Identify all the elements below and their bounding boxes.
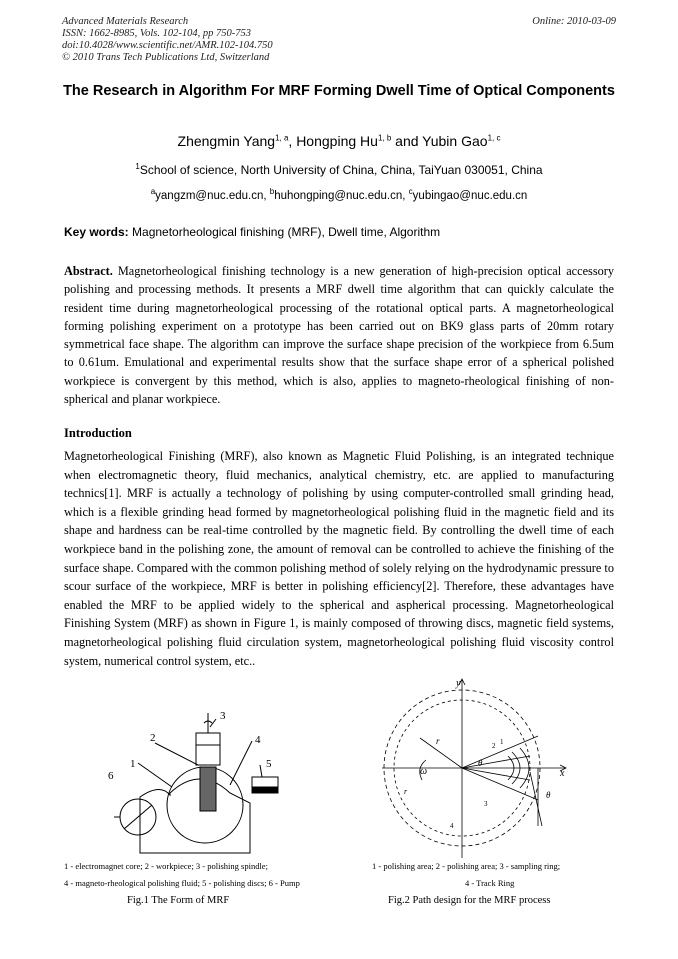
author-2-sup: 1, b (377, 133, 392, 143)
fig1-label-1: 1 (130, 758, 136, 770)
email-b-sup: b (269, 187, 275, 196)
online-date: Online: 2010-03-09 (532, 16, 616, 27)
author-1: Zhengmin Yang (177, 133, 276, 149)
keywords-label: Key words: (64, 225, 129, 239)
email-c-sup: c (408, 187, 413, 196)
introduction-heading: Introduction (64, 426, 132, 440)
fig2-label-2: 2 (492, 742, 496, 750)
affiliation (62, 162, 616, 177)
fig1-label-5: 5 (266, 758, 272, 770)
fig2-label-theta: θ (478, 758, 483, 768)
fig1-label-6: 6 (108, 770, 114, 782)
paper-title: The Research in Algorithm For MRF Forming Dwell Time of Optical Components (63, 83, 615, 99)
fig2-label-omega: ω (420, 766, 428, 777)
author-1-sup: 1, a (275, 133, 289, 143)
fig2-label-r-i: r (436, 736, 440, 746)
fig1-label-4: 4 (255, 734, 261, 746)
author-2: , Hongping Hu (288, 133, 378, 149)
author-list (62, 133, 616, 149)
abstract (64, 262, 614, 408)
fig2-legend-line-1: 1 - polishing area; 2 - polishing area; 3 - sampling ring; (372, 861, 561, 871)
fig2-label-1: 1 (500, 738, 504, 746)
fig2-label-r-i1: r (404, 787, 408, 796)
journal-header (62, 16, 273, 64)
email-a[interactable]: yangzm@nuc.edu.cn, (155, 189, 270, 202)
introduction-text: Magnetorheological Finishing (MRF), also known as Magnetic Fluid Polishing, is an integrated technique when electromagnetic theory, fluid mechanics, analytical chemistry, etc. are applied to manufacturing technics[1]. MRF is actually a technology of polishing by using computer-controlled small grinding head, which is a flexible grinding head formed by magnetorheological polishing fluid in the magnetic field and its shape and hardness can be real-time controlled by the magnetic field. By controlling the dwell time of each workpiece band in the polishing zone, the amount of removal can be controlled to achieve the finishing of the surface shape. Compared with the common polishing method of solely relying on the hydrodynamic pressure to scour surface of the workpiece, MRF is better in polishing efficiency[2]. Therefore, these advantages have enabled the MRF to be applied widely to the spherical and aspherical processing. Magnetorheological Finishing System (MRF) as shown in Figure 1, is mainly composed of throwing discs, magnetic field systems, magnetorheological polishing fluid circulation system, magnetorheological polishing fluid viscosity control system, numerical control system, etc.. (64, 449, 614, 668)
fig1-legend-line-2: 4 - magneto-rheological polishing fluid; 5 - polishing discs; 6 - Pump (64, 878, 300, 888)
keywords (64, 225, 440, 239)
author-3: and Yubin Gao (391, 133, 488, 149)
journal-issn: ISSN: 1662-8985, Vols. 102-104, pp 750-753 (62, 28, 251, 39)
fig2-axis-x: x (560, 768, 565, 779)
author-3-sup: 1, c (487, 133, 501, 143)
email-list (62, 187, 616, 202)
fig1-caption: Fig.1 The Form of MRF (127, 895, 230, 906)
affiliation-sup: 1 (135, 162, 140, 171)
fig2-label-3: 3 (484, 800, 488, 808)
journal-doi: doi:10.4028/www.scientific.net/AMR.102-104.750 (62, 40, 273, 51)
keywords-text: Magnetorheological finishing (MRF), Dwell time, Algorithm (128, 225, 441, 239)
figure-1-diagram (100, 705, 300, 855)
fig1-spindle (196, 733, 220, 765)
fig1-legend-line-1: 1 - electromagnet core; 2 - workpiece; 3 - polishing spindle; (64, 861, 268, 871)
fig2-label-4: 4 (450, 822, 454, 830)
figure-2-diagram (380, 676, 580, 861)
affiliation-text: School of science, North University of China, China, TaiYuan 030051, China (139, 163, 543, 177)
fig1-workpiece (200, 767, 216, 811)
abstract-text: Magnetorheological finishing technology is a new generation of high-precision optical accessory polishing and processing methods. It presents a MRF dwell time algorithm that can quickly calculate the resident time during magnetorheological processing of the rotational optical parts. A magnetorheological forming polishing experiment on a prototype has been carried out on BK9 glass parts of 20mm rotary symmetrical face shape. The algorithm can improve the surface shape precision of the workpiece from 6.5um to 0.61um. Emulational and experimental results show that the surface shape error of a spherical polished workpiece is convergent by this method, which is also, applies to magneto-rheological finishing of non-spherical and planar workpiece. (64, 264, 614, 407)
fig2-axis-y: y (456, 678, 461, 689)
email-b[interactable]: huhongping@nuc.edu.cn, (274, 189, 409, 202)
journal-name: Advanced Materials Research (62, 16, 189, 27)
journal-copyright: © 2010 Trans Tech Publications Ltd, Switzerland (62, 52, 270, 63)
email-a-sup: a (150, 187, 156, 196)
fig2-legend-line-2: 4 - Track Ring (465, 878, 515, 888)
fig1-label-2: 2 (150, 732, 156, 744)
fig2-label-theta-i: θ (546, 790, 551, 800)
fig1-label-3: 3 (220, 710, 226, 722)
abstract-label: Abstract. (64, 264, 113, 278)
email-c[interactable]: yubingao@nuc.edu.cn (412, 189, 528, 202)
fig2-caption: Fig.2 Path design for the MRF process (388, 895, 551, 906)
